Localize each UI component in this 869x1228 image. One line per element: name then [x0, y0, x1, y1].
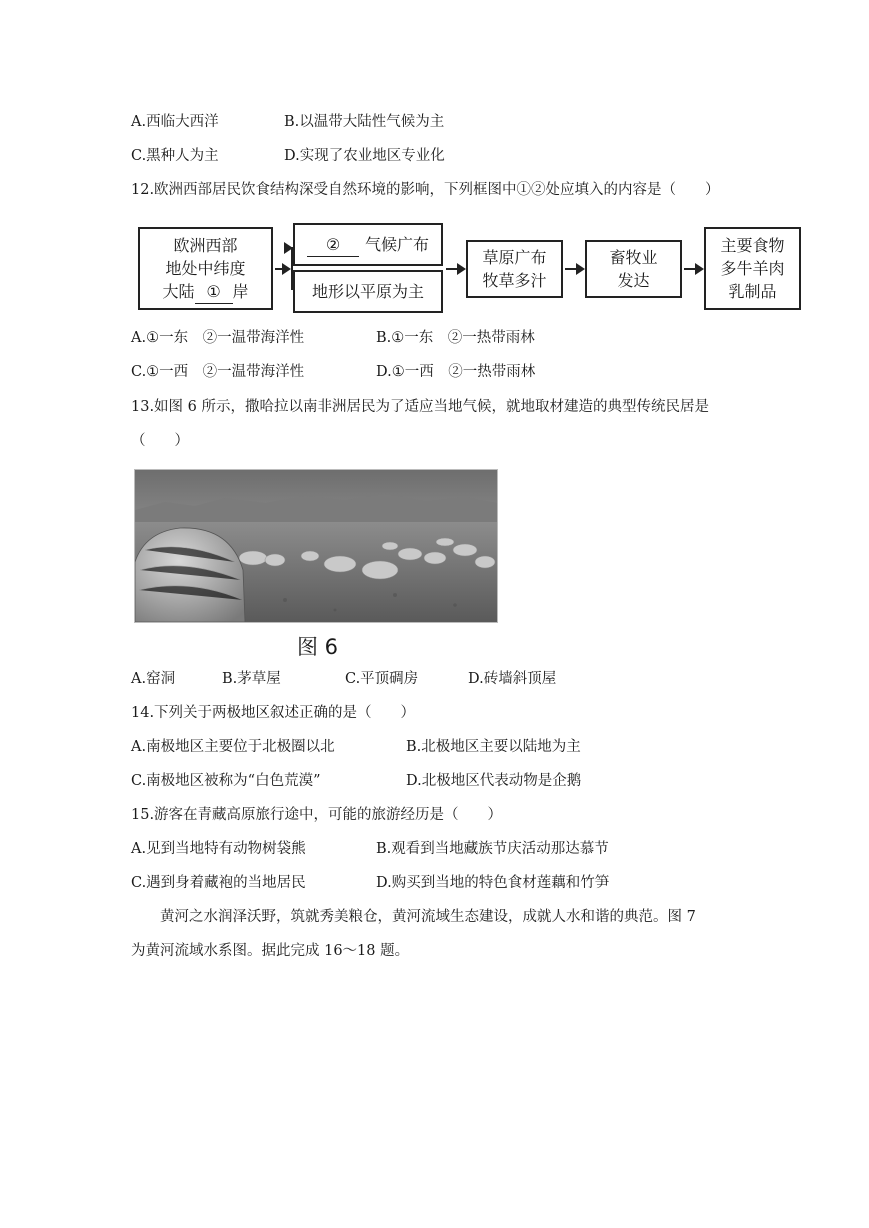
q14-option-b: B.北极地区主要以陆地为主	[406, 739, 581, 755]
flow-box-food-line1: 主要食物	[720, 236, 785, 255]
q11-option-b: B.以温带大陆性气候为主	[284, 114, 445, 130]
q12-option-c: C.①一西 ②一温带海洋性	[131, 364, 305, 380]
q13-stem: 13.如图 6 所示，撒哈拉以南非洲居民为了适应当地气候，就地取材建造的典型传统民居是	[131, 399, 709, 415]
flow-box-husbandry-line1: 畜牧业	[609, 248, 658, 267]
q14-option-a: A.南极地区主要位于北极圈以北	[131, 739, 335, 755]
flow-box-location	[138, 227, 273, 310]
flow-box-grassland-line2: 牧草多汁	[482, 271, 547, 290]
figure-6-caption: 图 6	[297, 635, 339, 659]
q15-option-a: A.见到当地特有动物树袋熊	[131, 841, 306, 857]
q12-option-a: A.①一东 ②一温带海洋性	[131, 330, 305, 346]
blank-2: ②	[307, 233, 359, 257]
q12-stem: 12.欧洲西部居民饮食结构深受自然环境的影响，下列框图中①②处应填入的内容是（ ）	[131, 182, 720, 198]
flow-box-location-line3-pre: 大陆	[162, 281, 195, 301]
flow-box-terrain-text: 地形以平原为主	[311, 282, 424, 301]
arrow-3	[565, 268, 583, 270]
q15-option-b: B.观看到当地藏族节庆活动那达慕节	[376, 841, 609, 857]
passage-line-1: 黄河之水润泽沃野，筑就秀美粮仓，黄河流域生态建设，成就人水和谐的典范。图 7	[160, 909, 696, 925]
q14-stem: 14.下列关于两极地区叙述正确的是（ ）	[131, 705, 416, 721]
flow-box-husbandry	[585, 240, 682, 298]
q12-option-b: B.①一东 ②一热带雨林	[376, 330, 535, 346]
q13-stem-paren: （ ）	[131, 433, 189, 449]
arrow-4	[684, 268, 702, 270]
q13-option-c: C.平顶碉房	[345, 671, 419, 687]
q13-option-a: A.窑洞	[131, 671, 176, 687]
flow-box-food-line3: 乳制品	[728, 282, 777, 301]
q15-option-d: D.购买到当地的特色食材莲藕和竹笋	[376, 875, 610, 891]
q11-option-d: D.实现了农业地区专业化	[284, 148, 445, 164]
arrow-2	[446, 268, 464, 270]
q15-stem: 15.游客在青藏高原旅行途中，可能的旅游经历是（ ）	[131, 807, 503, 823]
q13-option-b: B.茅草屋	[222, 671, 281, 687]
q11-option-a: A.西临大西洋	[131, 114, 219, 130]
flow-box-climate-text: 气候广布	[364, 235, 429, 254]
flow-box-location-line3	[162, 280, 248, 304]
passage-line-2: 为黄河流域水系图。据此完成 16～18 题。	[131, 943, 410, 959]
q14-option-c: C.南极地区被称为“白色荒漠”	[131, 773, 321, 789]
flow-box-terrain	[293, 270, 443, 313]
flow-box-location-line2: 地处中纬度	[165, 258, 246, 278]
q11-option-c: C.黑种人为主	[131, 148, 219, 164]
flow-box-location-line3-post: 岸	[232, 281, 249, 301]
flow-box-location-line1: 欧洲西部	[173, 235, 238, 255]
q14-option-d: D.北极地区代表动物是企鹅	[406, 773, 582, 789]
flow-box-food	[704, 227, 801, 310]
q15-option-c: C.遇到身着藏袍的当地居民	[131, 875, 306, 891]
flow-box-husbandry-line2: 发达	[617, 271, 650, 290]
savanna-huts-image	[135, 470, 497, 622]
q12-option-d: D.①一西 ②一热带雨林	[376, 364, 536, 380]
flow-box-food-line2: 多牛羊肉	[720, 259, 785, 278]
flow-box-grassland	[466, 240, 563, 298]
flow-box-climate	[293, 223, 443, 266]
q13-option-d: D.砖墙斜顶屋	[468, 671, 557, 687]
figure-6-photo	[134, 469, 498, 623]
flow-box-grassland-line1: 草原广布	[482, 248, 547, 267]
arrow-1	[275, 268, 289, 270]
blank-1: ①	[195, 280, 233, 304]
